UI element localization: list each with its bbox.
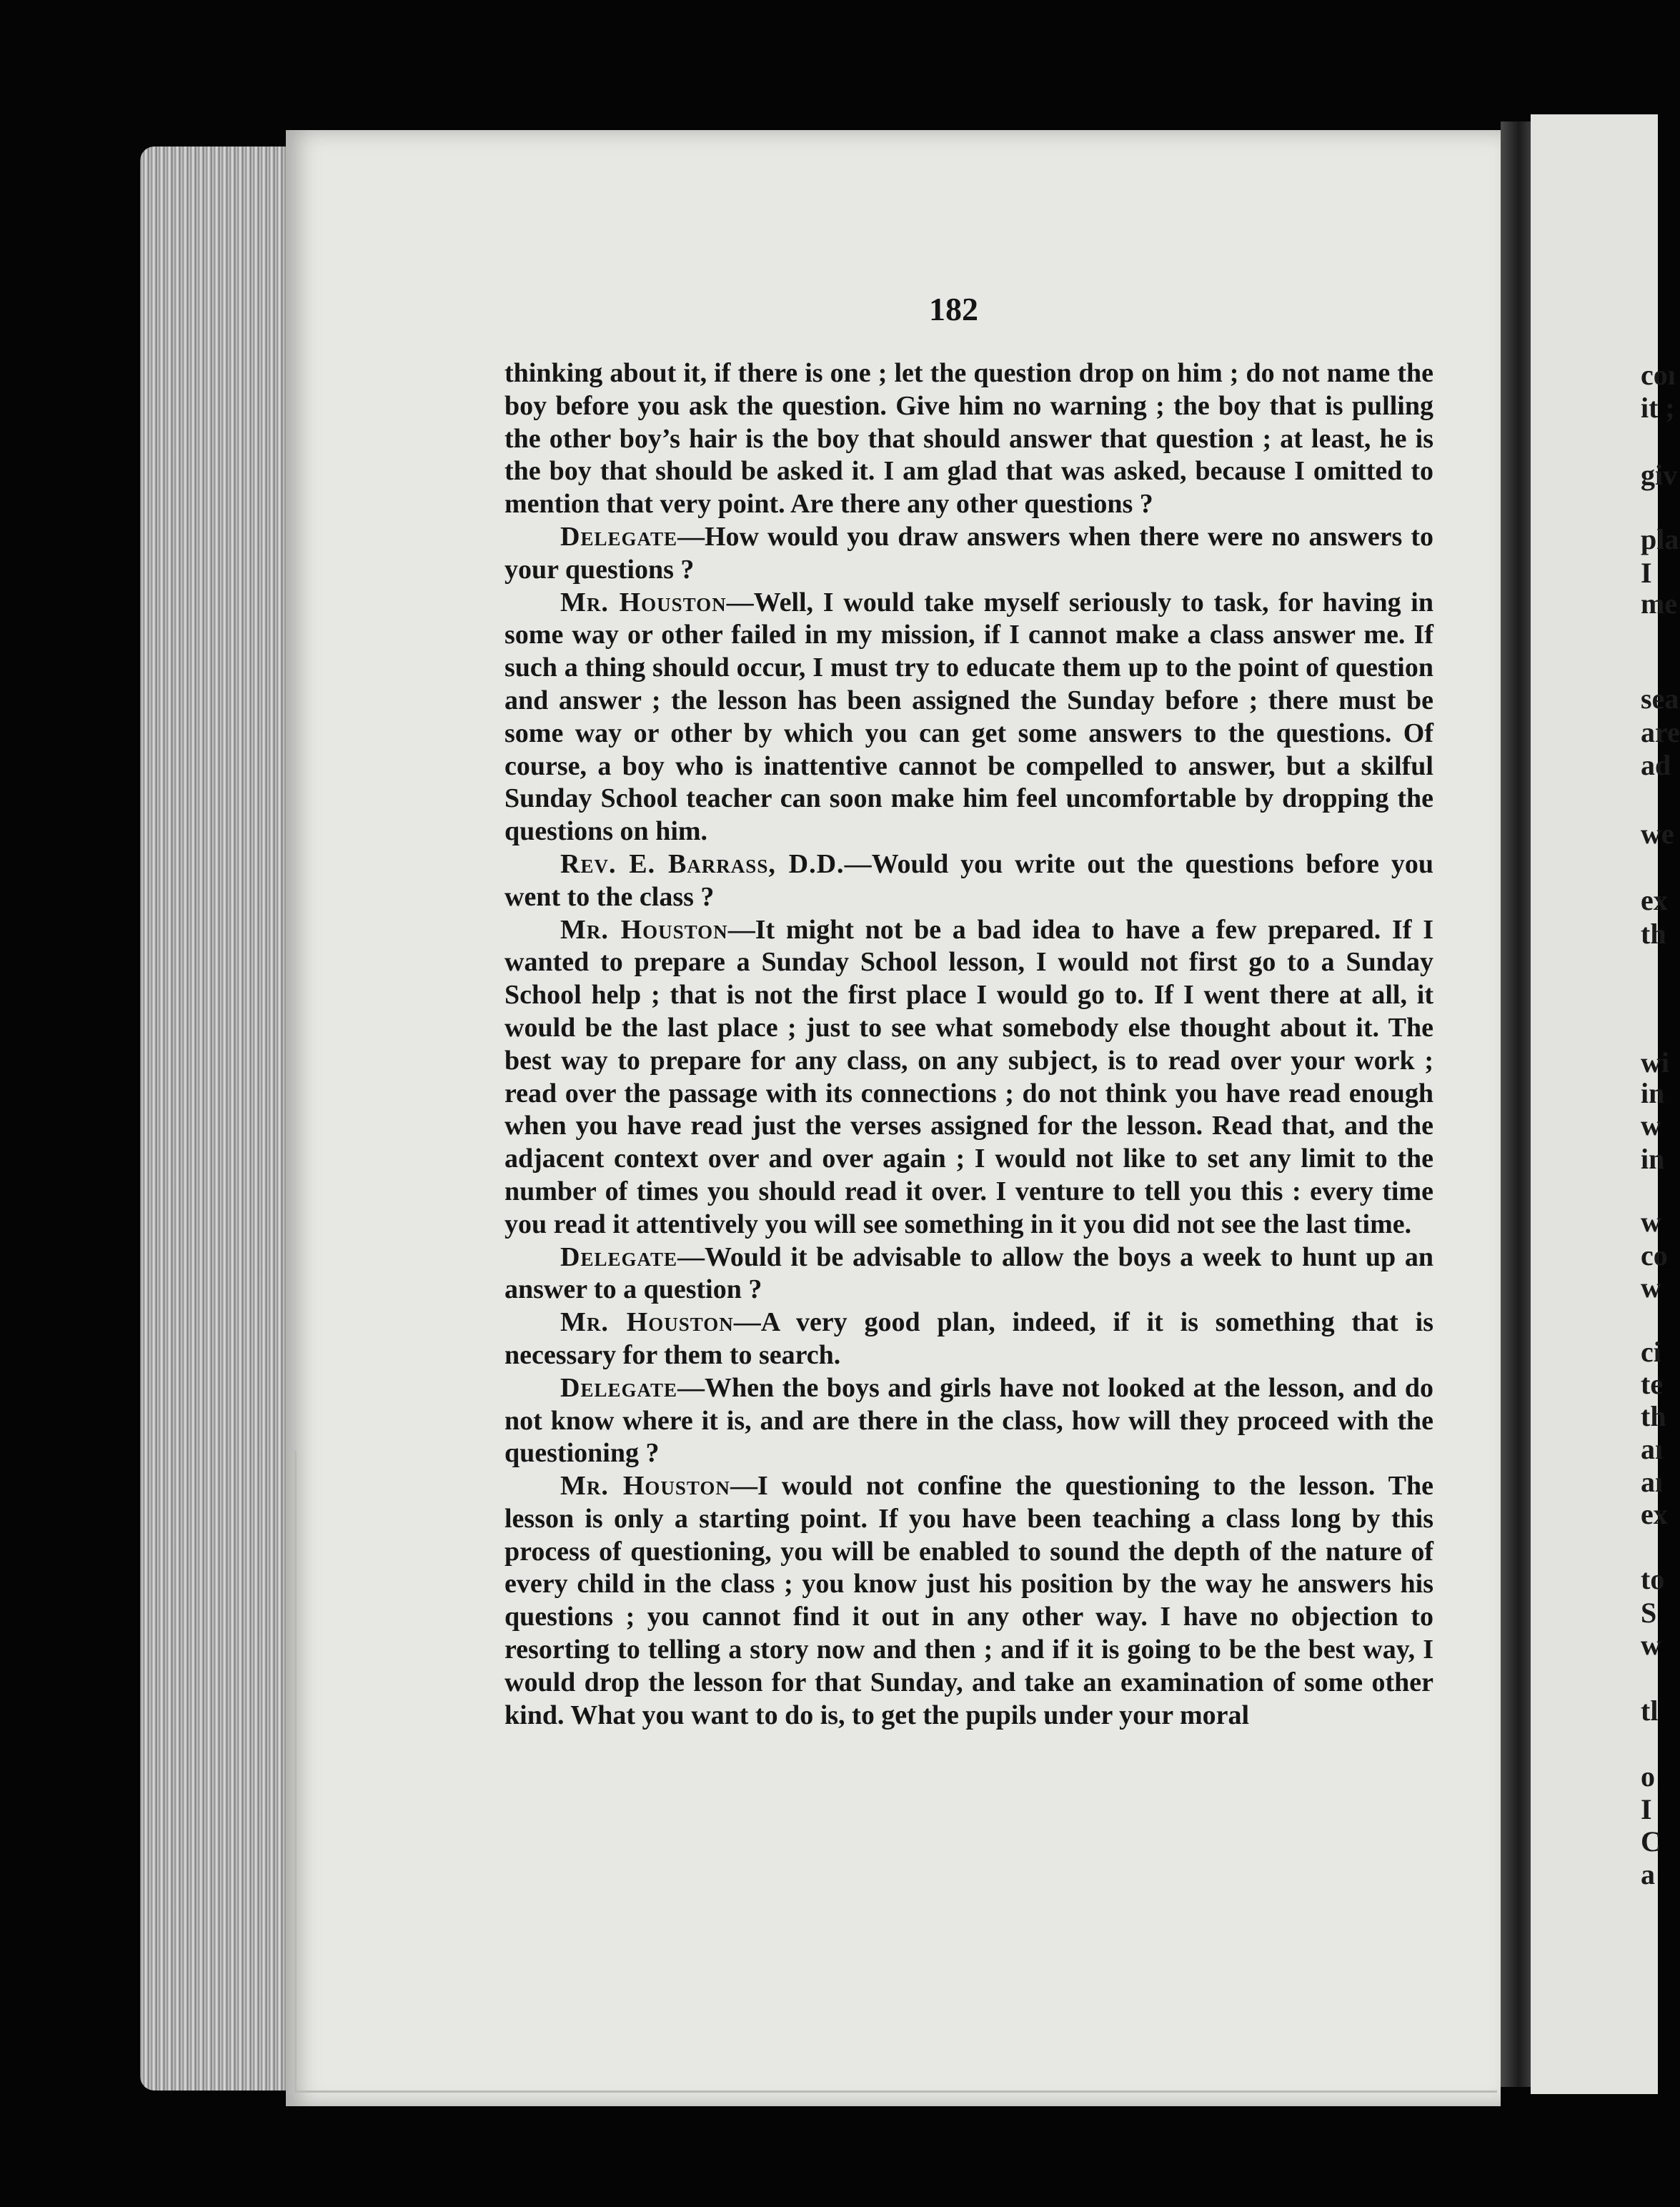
paragraph-text: —A very good plan, indeed, if it is something that is necessary for them to search. <box>505 1307 1433 1370</box>
page-text <box>505 357 1433 1732</box>
facing-page-fragment: tl <box>1641 1695 1659 1727</box>
paragraph <box>505 1470 1433 1732</box>
facing-page-fragment: me <box>1641 587 1678 620</box>
facing-page-fragment: o <box>1641 1760 1655 1792</box>
facing-page-fragment: aı <box>1641 1433 1664 1465</box>
paragraph <box>505 1241 1433 1307</box>
paragraph-text: —When the boys and girls have not looked at the lesson, and do not know where it is, and are there in the class, how will they proceed with the questioning ? <box>505 1372 1433 1469</box>
facing-page-fragment: in <box>1641 1143 1665 1175</box>
paragraph <box>505 1306 1433 1372</box>
facing-page-fragment: pla <box>1641 523 1679 555</box>
paragraph-text: —It might not be a bad idea to have a few prepared. If I wanted to prepare a Sunday School lesson, I would not first go to a Sunday School help ; that is not the first place I would go to. If I went there at all, it would be the last place ; just to see what somebody else thought about it. The best way to prepare for any class, on any subject, is to read over your work ; read over the passage with its connections ; do not think you have read enough when you have read just the verses assigned for the lesson. Read that, and the adjacent context over and over again ; I would not like to set any limit to the number of times you should read it over. I venture to tell you this : every time you read it attentively you will see something in it you did not see the last time. <box>505 914 1433 1239</box>
facing-page-fragment: I <box>1641 1793 1652 1825</box>
facing-page-fragment: aı <box>1641 1466 1664 1498</box>
facing-page <box>1531 114 1658 2094</box>
facing-page-fragment: giv <box>1641 459 1678 491</box>
facing-page-fragment: in <box>1641 1077 1665 1109</box>
facing-page-fragment: I <box>1641 557 1652 589</box>
paragraph <box>505 848 1433 914</box>
facing-page-fragment: sea <box>1641 683 1679 715</box>
facing-page-fragment: to <box>1641 1563 1665 1595</box>
book-page-edges <box>140 147 303 2091</box>
paragraph-text: thinking about it, if there is one ; let the question drop on him ; do not name the boy before you ask the question. Give him no warning ; the boy that is pulling the other boy’s hair is the boy that should answer that question ; at least, he is the boy that should be asked it. I am glad that was asked, because I omitted to mention that very point. Are there any other questions ? <box>505 358 1433 520</box>
paragraph-text: —I would not confine the questioning to the lesson. The lesson is only a starting point. If you have been teaching a class long by this process of questioning, you will be enabled to sound the depth of the nature of every child in the class ; you know just his position by the way he answers his questions ; you cannot find it out in any other way. I have no objection to resorting to telling a story now and then ; and if it is going to be the best way, I would drop the lesson for that Sunday, and take an examination of some other kind. What you want to do is, to get the pupils under your moral <box>505 1471 1433 1730</box>
facing-page-fragment: coı <box>1641 359 1676 391</box>
facing-page-fragment: it ; <box>1641 392 1675 424</box>
facing-page-fragment: te <box>1641 1368 1664 1400</box>
speaker-name: Delegate <box>560 1241 677 1272</box>
facing-page-fragment: th <box>1641 1400 1666 1432</box>
paragraph <box>505 521 1433 587</box>
facing-page-fragment: w <box>1641 1206 1661 1238</box>
facing-page-fragment: we <box>1641 818 1674 850</box>
paragraph <box>505 357 1433 521</box>
facing-page-fragment: co <box>1641 1239 1668 1271</box>
paragraph-text: —Well, I would take myself seriously to task, for having in some way or other failed in my mission, if I cannot make a class answer me. If such a thing should occur, I must try to educate them up to the point of question and answer ; the lesson has been assigned the Sunday before ; there must be some way or other by which you can get some answers to the questions. Of course, a boy who is inattentive cannot be compelled to answer, but a skilful Sunday School teacher can soon make him feel uncomfortable by dropping the questions on him. <box>505 587 1433 847</box>
facing-page-fragment: C <box>1641 1825 1661 1858</box>
speaker-name: Delegate <box>560 521 677 552</box>
speaker-name: Mr. Houston <box>560 914 728 945</box>
facing-page-fragment: ad <box>1641 749 1671 781</box>
facing-page-fragment: are <box>1641 716 1680 748</box>
facing-page-fragment: w <box>1641 1629 1661 1661</box>
paragraph <box>505 1372 1433 1470</box>
paragraph-text: —Would you write out the questions before you went to the class ? <box>505 848 1433 912</box>
paragraph <box>505 587 1433 848</box>
facing-page-fragment: wi <box>1641 1046 1669 1078</box>
facing-page-fragment: th <box>1641 918 1666 950</box>
paragraph-text: —Would it be advisable to allow the boys a week to hunt up an answer to a question ? <box>505 1241 1433 1305</box>
facing-page-fragment: a <box>1641 1858 1655 1890</box>
speaker-name: Mr. Houston <box>560 587 727 618</box>
paragraph <box>505 914 1433 1241</box>
book-gutter <box>1501 121 1531 2087</box>
facing-page-fragment: S <box>1641 1597 1657 1629</box>
speaker-name: Rev. E. Barrass, D.D. <box>560 848 845 879</box>
facing-page-fragment: w <box>1641 1109 1661 1141</box>
speaker-name: Mr. Houston <box>560 1307 734 1338</box>
page-number: 182 <box>929 291 978 327</box>
paragraph-text: —How would you draw answers when there were no answers to your questions ? <box>505 521 1433 585</box>
facing-page-fragment: ex <box>1641 884 1668 916</box>
speaker-name: Mr. Houston <box>560 1471 730 1502</box>
facing-page-fragment: w <box>1641 1271 1661 1304</box>
speaker-name: Delegate <box>560 1372 677 1403</box>
facing-page-fragment: ex <box>1641 1498 1668 1530</box>
facing-page-fragment: ci <box>1641 1336 1661 1368</box>
